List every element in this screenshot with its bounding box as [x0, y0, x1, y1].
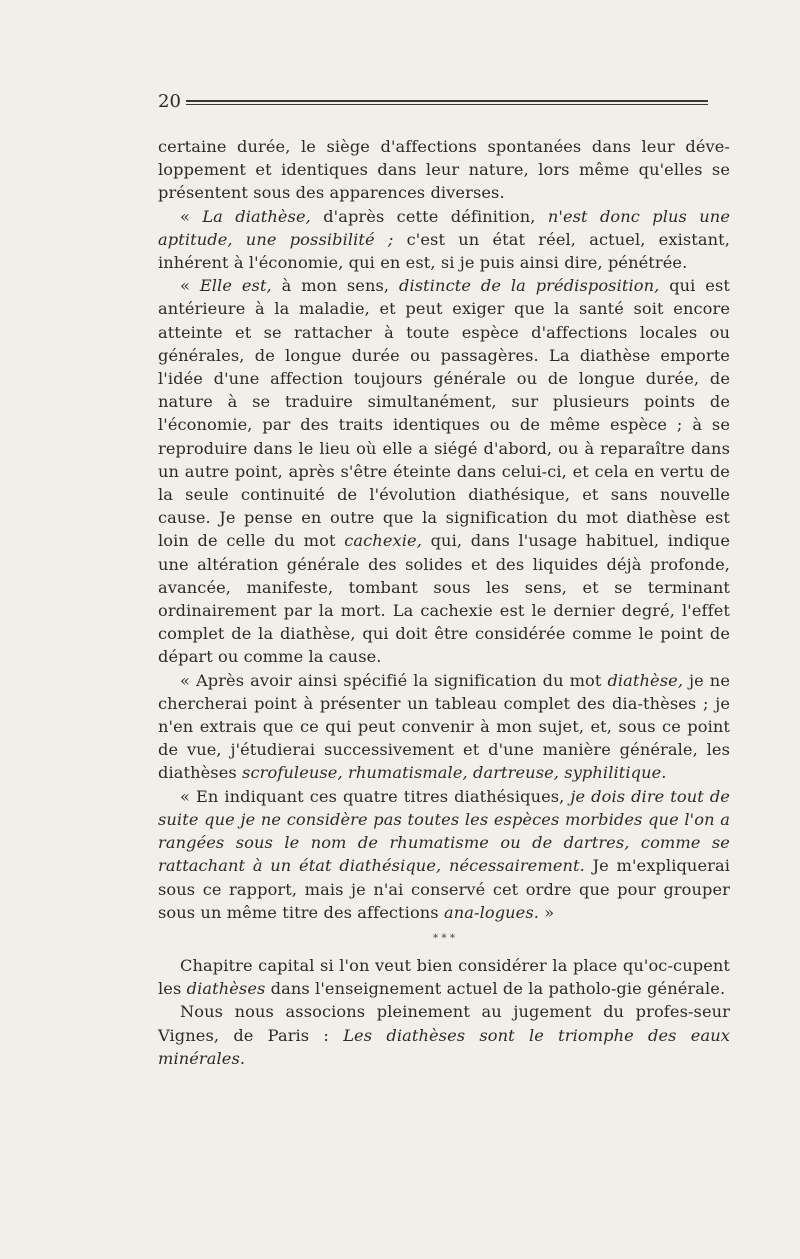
paragraph: [158, 785, 730, 924]
text-run: je ne chercherai point à présenter un tableau complet des dia-thèses ; je n'en extrais que ce qui peut convenir à mon sujet, et, sous ce point de vue, j'étudierai successivement et d'une manière générale, les diathèses: [158, 670, 730, 783]
paragraph: [158, 205, 730, 275]
italic-text: Elle est,: [199, 276, 272, 296]
paragraph: [158, 669, 730, 785]
italic-text: cachexie,: [344, 531, 422, 551]
body-text: [158, 135, 730, 1070]
italic-text: scrofuleuse, rhumatismale, dartreuse, syphilitique.: [242, 763, 667, 783]
text-run: « Après avoir ainsi spécifié la signification du mot: [180, 670, 608, 690]
header-rule: [186, 100, 708, 105]
paragraph: [158, 954, 730, 1000]
paragraph: [158, 1000, 730, 1070]
italic-text: je dois dire tout de suite que je ne considère pas toutes les espèces morbides que l'on a rangées sous le nom de rhumatisme ou de dartres, comme se rattachant à un état diathésique, nécessairement.: [158, 786, 730, 876]
italic-text: ana-logues.: [443, 902, 540, 922]
text-run: Chapitre capital si l'on veut bien considérer la place qu'oc-cupent les: [158, 955, 730, 999]
italic-text: diathèse,: [607, 670, 684, 690]
text-run: certaine durée, le siège d'affections spontanées dans leur déve-loppement et identiques dans leur nature, lors même qu'elles se présentent sous des apparences diverses.: [158, 137, 730, 203]
text-run: à mon sens,: [271, 276, 400, 296]
page-header: [158, 92, 714, 112]
text-run: Je m'expliquerai sous ce rapport, mais je n'ai conservé cet ordre que pour grouper sous un même titre des affections: [158, 856, 730, 922]
section-separator: * * *: [433, 932, 455, 944]
paragraph: [158, 274, 730, 668]
text-run: «: [180, 206, 203, 226]
text-run: «: [180, 276, 200, 296]
text-run: qui, dans l'usage habituel, indique une altération générale des solides et des liquides déjà profonde, avancée, manifeste, tombant sous les sens, et se terminant ordinairement par la mort. La cachexie est le dernier degré, l'effet complet de la diathèse, qui doit être considérée comme le point de départ ou comme la cause.: [158, 531, 730, 667]
text-run: Nous nous associons pleinement au jugement du profes-seur Vignes, de Paris :: [158, 1002, 730, 1045]
italic-text: distincte de la prédisposition,: [399, 276, 660, 296]
text-run: c'est un état réel, actuel, existant, inhérent à l'économie, qui en est, si je puis ainsi dire, pénétrée.: [158, 229, 730, 273]
italic-text: n'est donc plus une aptitude, une possibilité ;: [158, 206, 731, 249]
text-run: d'après cette définition,: [310, 206, 548, 226]
paragraph: [158, 135, 730, 205]
italic-text: Les diathèses sont le triomphe des eaux minérales.: [158, 1025, 730, 1068]
page-number: 20: [158, 91, 181, 112]
text-run: qui est antérieure à la maladie, et peut exiger que la santé soit encore atteinte et se rattacher à toute espèce d'affections locales ou générales, de longue durée ou passagères. La diathèse emporte l'idée d'une affection toujours générale ou de longue durée, de nature à se traduire simultanément, sur plusieurs points de l'économie, par des traits identiques ou de même espèce ; à se reproduire dans le lieu où elle a siégé d'abord, ou à reparaître dans un autre point, après s'être éteinte dans celui-ci, et cela en vertu de la seule continuité de l'évolution diathésique, et sans nouvelle cause. Je pense en outre que la signification du mot diathèse est loin de celle du mot: [158, 276, 730, 551]
text-run: »: [539, 902, 555, 922]
italic-text: La diathèse,: [202, 206, 311, 226]
text-run: « En indiquant ces quatre titres diathésiques,: [180, 786, 571, 806]
italic-text: diathèses: [186, 979, 266, 999]
text-run: dans l'enseignement actuel de la patholo-gie générale.: [265, 979, 726, 999]
